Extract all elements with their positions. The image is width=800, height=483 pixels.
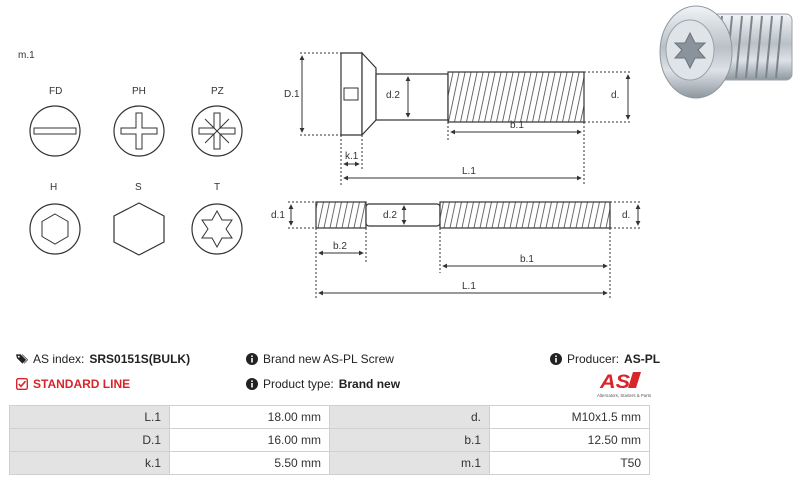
dim-b1-bottom: b.1 (520, 254, 534, 265)
spec-value: 12.50 mm (490, 429, 650, 452)
spec-value: 18.00 mm (170, 406, 330, 429)
torx-drive-icon (192, 204, 242, 254)
logo-tagline: Alternators, Starters & Parts (597, 393, 652, 398)
hex-head-icon (114, 203, 164, 255)
spec-key: L.1 (10, 406, 170, 429)
dim-d2-top: d.2 (386, 90, 400, 101)
brand-text: Brand new AS-PL Screw (263, 352, 394, 366)
head-ph (114, 86, 164, 156)
head-pz (192, 86, 242, 156)
slot-drive-icon (30, 106, 80, 156)
product-photo (660, 6, 792, 98)
stud-side-view-bottom (271, 202, 641, 300)
dim-d-bottom: d. (622, 210, 631, 221)
head-label-pz: PZ (211, 86, 224, 97)
head-t (192, 182, 242, 254)
dim-b2-bottom: b.2 (333, 241, 347, 252)
pozidriv-drive-icon (192, 106, 242, 156)
head-fd (30, 86, 80, 156)
head-label-s: S (135, 182, 142, 193)
spec-key: m.1 (330, 452, 490, 475)
dim-d-top: d. (611, 90, 620, 101)
dim-L1-bottom: L.1 (462, 281, 476, 292)
producer-info (550, 352, 660, 366)
spec-key: b.1 (330, 429, 490, 452)
phillips-drive-icon (114, 106, 164, 156)
standard-line (16, 377, 130, 391)
head-label-h: H (50, 182, 58, 193)
dim-k1-top: k.1 (345, 151, 359, 162)
head-s (114, 182, 164, 255)
as-index-label: AS index: (33, 352, 85, 366)
tags-icon (16, 353, 28, 365)
table-row (10, 429, 650, 452)
product-type (246, 377, 400, 391)
dim-L1-top: L.1 (462, 166, 476, 177)
mark-label: m.1 (18, 50, 35, 61)
head-label-t: T (214, 182, 221, 193)
hex-socket-icon (30, 204, 80, 254)
spec-table (9, 405, 650, 475)
producer-value: AS-PL (624, 352, 661, 366)
spec-value: 5.50 mm (170, 452, 330, 475)
spec-key: k.1 (10, 452, 170, 475)
screw-side-view-top (284, 53, 630, 185)
head-label-fd: FD (49, 86, 63, 97)
product-type-label: Product type: (263, 377, 334, 391)
as-index (16, 352, 190, 366)
dim-b1-top: b.1 (510, 120, 524, 131)
spec-key: D.1 (10, 429, 170, 452)
dim-D1-top: D.1 (284, 89, 300, 100)
head-label-ph: PH (132, 86, 146, 97)
checkbox-checked-icon (16, 378, 28, 390)
spec-value: 16.00 mm (170, 429, 330, 452)
logo-text: AS (598, 372, 631, 393)
standard-line-text: STANDARD LINE (33, 377, 131, 391)
producer-label: Producer: (567, 352, 620, 366)
dim-d1-bottom: d.1 (271, 210, 285, 221)
dim-d2-bottom: d.2 (383, 210, 397, 221)
info-icon (550, 353, 562, 365)
spec-value: T50 (490, 452, 650, 475)
info-icon (246, 378, 258, 390)
table-row (10, 452, 650, 475)
spec-key: d. (330, 406, 490, 429)
as-index-value: SRS0151S(BULK) (89, 352, 191, 366)
info-icon (246, 353, 258, 365)
product-type-value: Brand new (338, 377, 401, 391)
as-pl-logo (596, 369, 652, 399)
head-h (30, 182, 80, 254)
table-row (10, 406, 650, 429)
spec-value: M10x1.5 mm (490, 406, 650, 429)
brand-info (246, 352, 394, 366)
